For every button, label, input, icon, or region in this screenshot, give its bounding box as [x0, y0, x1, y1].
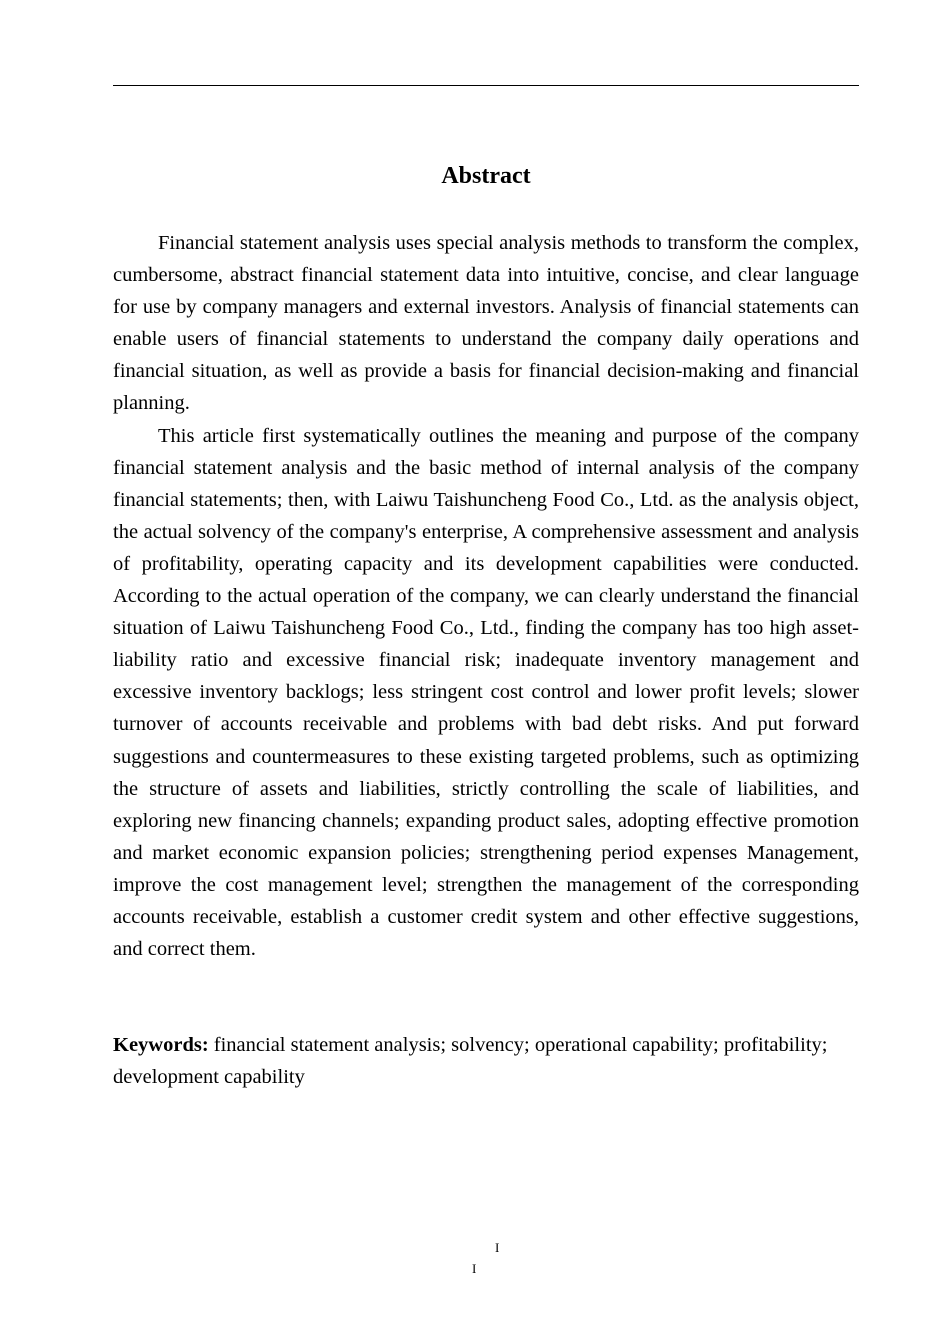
keywords-text: financial statement analysis; solvency; operational capability; profitability; development capability [113, 1034, 828, 1089]
abstract-paragraph-1: Financial statement analysis uses special analysis methods to transform the complex, cumbersome, abstract financial statement data into intuitive, concise, and clear language for use by company managers and external investors. Analysis of financial statements can enable users of financial statements to understand the company daily operations and financial situation, as well as provide a basis for financial decision-making and financial planning. [113, 232, 859, 415]
keywords-line [113, 1029, 859, 1093]
abstract-paragraph-2: This article first systematically outlines the meaning and purpose of the company financial statement analysis and the basic method of internal analysis of the company financial statements; then, with Laiwu Taishuncheng Food Co., Ltd. as the analysis object, the actual solvency of the company's enterprise, A comprehensive assessment and analysis of profitability, operating capacity and its development capabilities were conducted. According to the actual operation of the company, we can clearly understand the financial situation of Laiwu Taishuncheng Food Co., Ltd., finding the company has too high asset-liability ratio and excessive financial risk; inadequate inventory management and excessive inventory backlogs; less stringent cost control and lower profit levels; slower turnover of accounts receivable and problems with bad debt risks. And put forward suggestions and countermeasures to these existing targeted problems, such as optimizing the structure of assets and liabilities, strictly controlling the scale of liabilities, and exploring new financing channels; expanding product sales, adopting effective promotion and market economic expansion policies; strengthening period expenses Management, improve the cost management level; strengthen the management of the corresponding accounts receivable, establish a customer credit system and other effective suggestions, and correct them. [113, 424, 859, 961]
abstract-body [113, 227, 859, 965]
page-title: Abstract [441, 163, 531, 189]
page-number-secondary: I [472, 1261, 477, 1276]
keywords-label: Keywords: [113, 1034, 209, 1056]
page-number: I [495, 1240, 500, 1255]
header-rule [113, 85, 859, 86]
